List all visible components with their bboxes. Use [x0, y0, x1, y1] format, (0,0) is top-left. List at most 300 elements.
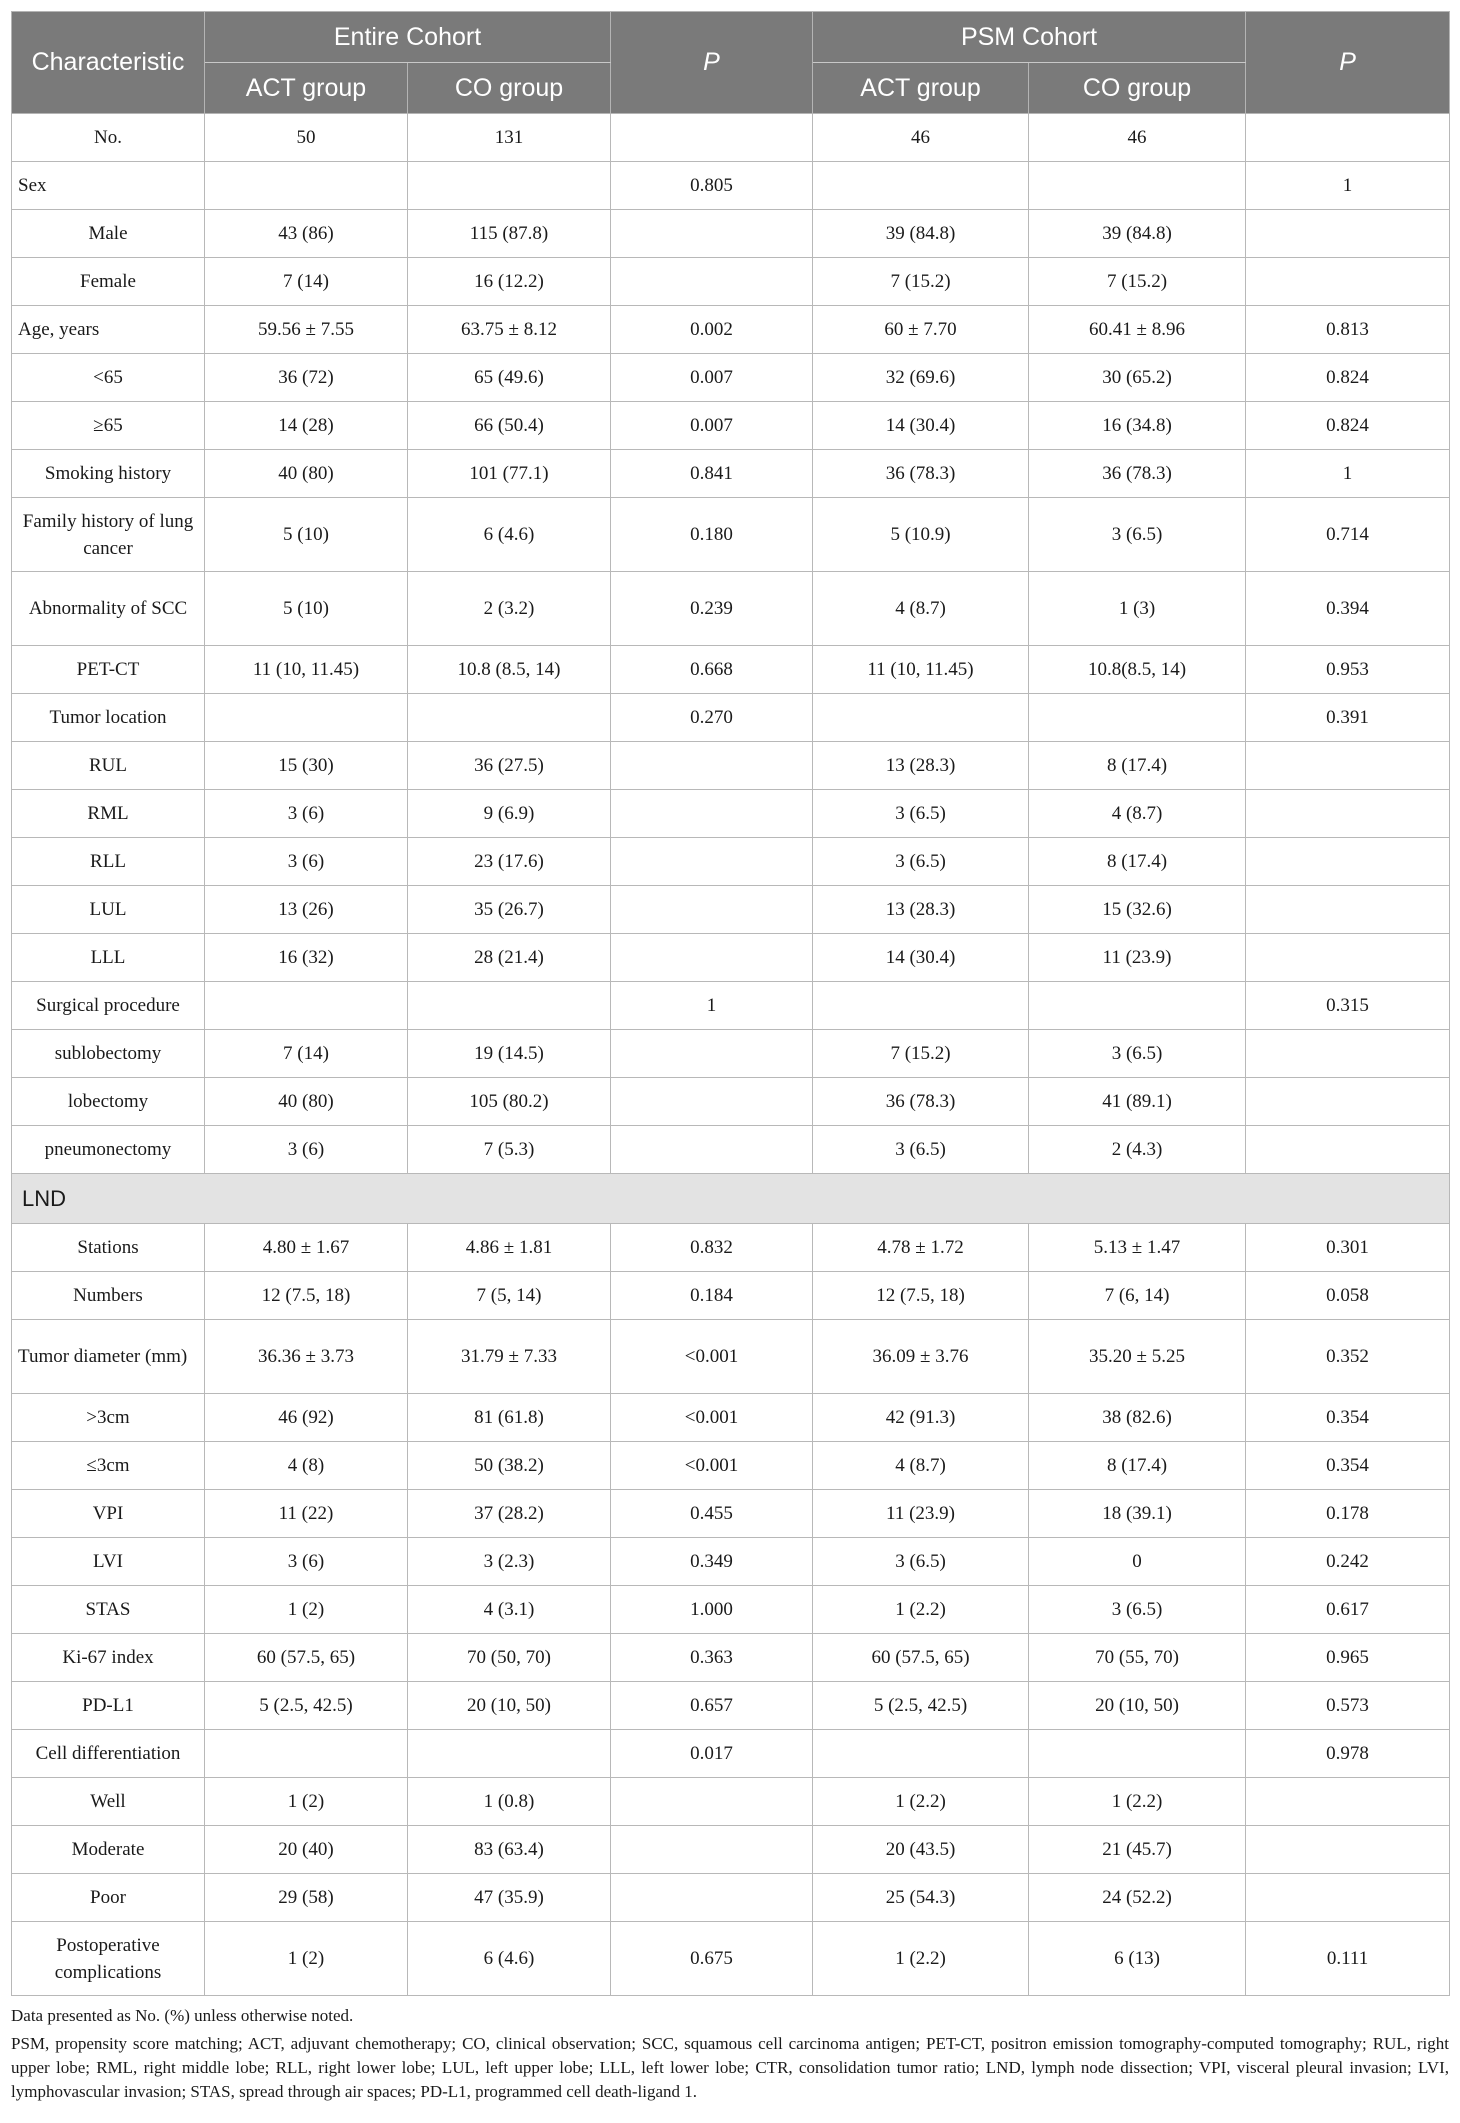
table-cell: 41 (89.1) — [1029, 1078, 1246, 1126]
table-cell: 16 (34.8) — [1029, 402, 1246, 450]
table-cell — [611, 838, 813, 886]
table-cell: 0.714 — [1246, 498, 1450, 572]
row-label: lobectomy — [12, 1078, 205, 1126]
note-abbreviations: PSM, propensity score matching; ACT, adjuvant chemotherapy; CO, clinical observation; SCC, squamous cell carcinoma antigen; PET-CT, positron emission tomography-computed tomography; RUL, right upper lobe; RML, right middle lobe; RLL, right lower lobe; LUL, left upper lobe; LLL, left lower lobe; CTR, consolidation tumor ratio; LND, lymph node dissection; VPI, visceral pleural invasion; LVI, lymphovascular invasion; STAS, spread through air spaces; PD-L1, programmed cell death-ligand 1. — [11, 2034, 1449, 2101]
table-cell: 2 (4.3) — [1029, 1126, 1246, 1174]
header-psm-cohort: PSM Cohort — [813, 12, 1246, 63]
table-cell: 70 (55, 70) — [1029, 1634, 1246, 1682]
table-cell: 50 — [205, 114, 408, 162]
table-cell: 36 (78.3) — [1029, 450, 1246, 498]
table-row — [12, 934, 1450, 982]
table-cell: 39 (84.8) — [813, 210, 1029, 258]
table-row — [12, 498, 1450, 572]
row-label: No. — [12, 114, 205, 162]
table-cell: 36 (72) — [205, 354, 408, 402]
table-cell: 10.8(8.5, 14) — [1029, 646, 1246, 694]
row-label: STAS — [12, 1586, 205, 1634]
table-cell: 7 (6, 14) — [1029, 1272, 1246, 1320]
table-cell — [1246, 838, 1450, 886]
table-cell: 0.007 — [611, 354, 813, 402]
table-cell: 4 (8.7) — [1029, 790, 1246, 838]
table-cell: 29 (58) — [205, 1874, 408, 1922]
table-cell — [205, 162, 408, 210]
table-cell: 1 (2.2) — [813, 1778, 1029, 1826]
table-cell: 0.824 — [1246, 402, 1450, 450]
table-cell: 4 (8) — [205, 1442, 408, 1490]
table-cell: 14 (30.4) — [813, 934, 1029, 982]
table-cell: 4.80 ± 1.67 — [205, 1224, 408, 1272]
table-cell: 60 (57.5, 65) — [813, 1634, 1029, 1682]
table-cell: 12 (7.5, 18) — [813, 1272, 1029, 1320]
table-cell: 7 (14) — [205, 258, 408, 306]
table-cell: 0.184 — [611, 1272, 813, 1320]
table-cell: 35.20 ± 5.25 — [1029, 1320, 1246, 1394]
table-cell: 7 (5, 14) — [408, 1272, 611, 1320]
table-cell: 60 ± 7.70 — [813, 306, 1029, 354]
table-cell: 3 (6) — [205, 1126, 408, 1174]
table-cell: 0.391 — [1246, 694, 1450, 742]
table-cell — [1246, 258, 1450, 306]
table-cell: 5 (10) — [205, 498, 408, 572]
table-row — [12, 1586, 1450, 1634]
table-cell — [813, 694, 1029, 742]
table-row — [12, 982, 1450, 1030]
table-cell: 25 (54.3) — [813, 1874, 1029, 1922]
table-cell: 1 — [611, 982, 813, 1030]
table-cell: 40 (80) — [205, 1078, 408, 1126]
table-cell: 36 (27.5) — [408, 742, 611, 790]
table-cell — [205, 694, 408, 742]
table-cell: 0.270 — [611, 694, 813, 742]
table-row — [12, 1272, 1450, 1320]
table-cell: 7 (15.2) — [1029, 258, 1246, 306]
table-cell: 7 (15.2) — [813, 258, 1029, 306]
header-characteristic: Characteristic — [12, 12, 205, 114]
row-label: Male — [12, 210, 205, 258]
table-cell — [1029, 982, 1246, 1030]
table-cell: 15 (32.6) — [1029, 886, 1246, 934]
table-cell: 0.394 — [1246, 572, 1450, 646]
table-row — [12, 162, 1450, 210]
table-row — [12, 1874, 1450, 1922]
table-cell: 66 (50.4) — [408, 402, 611, 450]
table-cell: 36.09 ± 3.76 — [813, 1320, 1029, 1394]
row-label: RLL — [12, 838, 205, 886]
table-cell: 131 — [408, 114, 611, 162]
table-cell: 81 (61.8) — [408, 1394, 611, 1442]
table-cell: 1 (2) — [205, 1586, 408, 1634]
table-cell — [611, 886, 813, 934]
table-cell: 36 (78.3) — [813, 1078, 1029, 1126]
table-row — [12, 1126, 1450, 1174]
table-cell: 36 (78.3) — [813, 450, 1029, 498]
table-cell: 0.017 — [611, 1730, 813, 1778]
table-cell: 3 (6.5) — [1029, 498, 1246, 572]
table-cell: <0.001 — [611, 1394, 813, 1442]
table-cell: 3 (6) — [205, 790, 408, 838]
row-label: Family history of lung cancer — [12, 498, 205, 572]
table-row — [12, 1826, 1450, 1874]
row-label: LLL — [12, 934, 205, 982]
note-data-presented: Data presented as No. (%) unless otherwise noted. — [11, 2006, 354, 2025]
table-cell: 24 (52.2) — [1029, 1874, 1246, 1922]
table-cell: 83 (63.4) — [408, 1826, 611, 1874]
table-cell — [611, 1874, 813, 1922]
table-cell: 13 (26) — [205, 886, 408, 934]
table-cell: 0.239 — [611, 572, 813, 646]
table-cell: 0.657 — [611, 1682, 813, 1730]
table-cell: 31.79 ± 7.33 — [408, 1320, 611, 1394]
table-cell: 4.78 ± 1.72 — [813, 1224, 1029, 1272]
table-cell — [408, 982, 611, 1030]
row-label: ≥65 — [12, 402, 205, 450]
table-cell: 40 (80) — [205, 450, 408, 498]
table-row — [12, 114, 1450, 162]
table-cell: 0.002 — [611, 306, 813, 354]
table-cell: 0.978 — [1246, 1730, 1450, 1778]
table-row — [12, 694, 1450, 742]
table-cell: 47 (35.9) — [408, 1874, 611, 1922]
row-label: RUL — [12, 742, 205, 790]
characteristics-table — [11, 11, 1450, 1996]
table-cell: 23 (17.6) — [408, 838, 611, 886]
table-cell: 37 (28.2) — [408, 1490, 611, 1538]
table-cell: 5.13 ± 1.47 — [1029, 1224, 1246, 1272]
table-cell: 1 (2) — [205, 1922, 408, 1996]
table-row — [12, 838, 1450, 886]
table-cell: 28 (21.4) — [408, 934, 611, 982]
table-cell: 0.180 — [611, 498, 813, 572]
table-cell — [611, 1826, 813, 1874]
table-cell: 12 (7.5, 18) — [205, 1272, 408, 1320]
table-row — [12, 1490, 1450, 1538]
table-row — [12, 1078, 1450, 1126]
table-row — [12, 258, 1450, 306]
row-label: Smoking history — [12, 450, 205, 498]
table-cell: 16 (12.2) — [408, 258, 611, 306]
table-row — [12, 1538, 1450, 1586]
table-cell — [408, 1730, 611, 1778]
table-cell: 9 (6.9) — [408, 790, 611, 838]
table-cell: 59.56 ± 7.55 — [205, 306, 408, 354]
table-cell: 20 (43.5) — [813, 1826, 1029, 1874]
table-cell: 0.315 — [1246, 982, 1450, 1030]
table-cell: 38 (82.6) — [1029, 1394, 1246, 1442]
row-label: Ki-67 index — [12, 1634, 205, 1682]
table-cell — [1029, 694, 1246, 742]
table-cell: 39 (84.8) — [1029, 210, 1246, 258]
table-cell: 50 (38.2) — [408, 1442, 611, 1490]
table-cell: 6 (13) — [1029, 1922, 1246, 1996]
table-cell: 0.058 — [1246, 1272, 1450, 1320]
row-label: Well — [12, 1778, 205, 1826]
table-cell: <0.001 — [611, 1320, 813, 1394]
row-label: pneumonectomy — [12, 1126, 205, 1174]
table-cell: 0.301 — [1246, 1224, 1450, 1272]
section-label: LND — [12, 1174, 1450, 1224]
table-cell: 0.455 — [611, 1490, 813, 1538]
header-entire-cohort: Entire Cohort — [205, 12, 611, 63]
header-co-group-psm: CO group — [1029, 63, 1246, 114]
table-cell: 0.813 — [1246, 306, 1450, 354]
table-cell: 0.805 — [611, 162, 813, 210]
row-label: Numbers — [12, 1272, 205, 1320]
table-cell: 1 — [1246, 450, 1450, 498]
table-row — [12, 1442, 1450, 1490]
table-cell: 1 (2.2) — [813, 1586, 1029, 1634]
table-row — [12, 306, 1450, 354]
table-cell: 20 (10, 50) — [1029, 1682, 1246, 1730]
table-cell — [1246, 1030, 1450, 1078]
table-cell — [1246, 114, 1450, 162]
table-body — [12, 114, 1450, 1996]
table-row — [12, 1922, 1450, 1996]
table-cell: 13 (28.3) — [813, 886, 1029, 934]
table-cell: 3 (6.5) — [1029, 1586, 1246, 1634]
table-cell: 13 (28.3) — [813, 742, 1029, 790]
table-cell: 0.965 — [1246, 1634, 1450, 1682]
table-cell: 60.41 ± 8.96 — [1029, 306, 1246, 354]
table-cell: 11 (10, 11.45) — [813, 646, 1029, 694]
row-label: sublobectomy — [12, 1030, 205, 1078]
table-cell — [1246, 1778, 1450, 1826]
row-label: Surgical procedure — [12, 982, 205, 1030]
table-cell — [1246, 210, 1450, 258]
table-cell — [813, 162, 1029, 210]
table-cell: 20 (10, 50) — [408, 1682, 611, 1730]
table-cell: 20 (40) — [205, 1826, 408, 1874]
table-cell: 21 (45.7) — [1029, 1826, 1246, 1874]
table-cell — [205, 1730, 408, 1778]
table-header — [12, 12, 1450, 114]
table-cell: 60 (57.5, 65) — [205, 1634, 408, 1682]
table-cell: 0.363 — [611, 1634, 813, 1682]
table-cell: 11 (23.9) — [813, 1490, 1029, 1538]
table-cell — [1246, 886, 1450, 934]
table-row — [12, 572, 1450, 646]
row-label: LVI — [12, 1538, 205, 1586]
table-cell: 0.178 — [1246, 1490, 1450, 1538]
table-cell: 11 (22) — [205, 1490, 408, 1538]
table-cell: 0.832 — [611, 1224, 813, 1272]
table-cell: 3 (6) — [205, 838, 408, 886]
row-label: Tumor diameter (mm) — [12, 1320, 205, 1394]
table-row — [12, 1730, 1450, 1778]
table-container — [11, 11, 1449, 2108]
table-row — [12, 210, 1450, 258]
row-label: LUL — [12, 886, 205, 934]
table-cell: 3 (6.5) — [1029, 1030, 1246, 1078]
table-cell: 5 (2.5, 42.5) — [205, 1682, 408, 1730]
table-cell: 0.242 — [1246, 1538, 1450, 1586]
table-cell: 1 (3) — [1029, 572, 1246, 646]
table-cell: 3 (6.5) — [813, 838, 1029, 886]
row-label: Moderate — [12, 1826, 205, 1874]
table-cell: 3 (2.3) — [408, 1538, 611, 1586]
table-row — [12, 1634, 1450, 1682]
table-cell: 7 (14) — [205, 1030, 408, 1078]
table-cell: 43 (86) — [205, 210, 408, 258]
table-cell: 19 (14.5) — [408, 1030, 611, 1078]
table-cell — [1029, 162, 1246, 210]
table-notes — [11, 2004, 1449, 2104]
table-cell — [1246, 742, 1450, 790]
row-label: <65 — [12, 354, 205, 402]
table-cell: 10.8 (8.5, 14) — [408, 646, 611, 694]
table-cell: 0.668 — [611, 646, 813, 694]
table-cell: 65 (49.6) — [408, 354, 611, 402]
table-cell: 0.841 — [611, 450, 813, 498]
header-co-group-entire: CO group — [408, 63, 611, 114]
row-label: Cell differentiation — [12, 1730, 205, 1778]
table-cell — [813, 1730, 1029, 1778]
row-label: Postoperative complications — [12, 1922, 205, 1996]
row-label: PET-CT — [12, 646, 205, 694]
table-row — [12, 450, 1450, 498]
table-cell: 14 (28) — [205, 402, 408, 450]
table-cell: 16 (32) — [205, 934, 408, 982]
table-cell: 0.007 — [611, 402, 813, 450]
table-row — [12, 742, 1450, 790]
header-act-group-psm: ACT group — [813, 63, 1029, 114]
table-cell: 4 (8.7) — [813, 1442, 1029, 1490]
table-cell — [813, 982, 1029, 1030]
table-cell: 46 — [1029, 114, 1246, 162]
table-cell: 7 (5.3) — [408, 1126, 611, 1174]
row-label: Tumor location — [12, 694, 205, 742]
table-cell — [611, 258, 813, 306]
row-label: RML — [12, 790, 205, 838]
table-cell — [611, 1778, 813, 1826]
table-cell: 0.617 — [1246, 1586, 1450, 1634]
table-cell: 1 (2) — [205, 1778, 408, 1826]
table-cell — [611, 1126, 813, 1174]
table-cell: 0.352 — [1246, 1320, 1450, 1394]
table-cell: 1 (2.2) — [813, 1922, 1029, 1996]
table-cell: 1 (2.2) — [1029, 1778, 1246, 1826]
table-cell — [408, 694, 611, 742]
table-cell — [1246, 1874, 1450, 1922]
table-row — [12, 1778, 1450, 1826]
table-row — [12, 354, 1450, 402]
table-cell: 1 (0.8) — [408, 1778, 611, 1826]
table-cell — [1246, 790, 1450, 838]
table-cell — [205, 982, 408, 1030]
table-cell — [611, 934, 813, 982]
table-cell: 115 (87.8) — [408, 210, 611, 258]
table-cell: 7 (15.2) — [813, 1030, 1029, 1078]
table-cell: 105 (80.2) — [408, 1078, 611, 1126]
table-cell: 63.75 ± 8.12 — [408, 306, 611, 354]
table-row — [12, 402, 1450, 450]
table-row — [12, 886, 1450, 934]
table-cell: 8 (17.4) — [1029, 1442, 1246, 1490]
table-cell: 0.675 — [611, 1922, 813, 1996]
row-label: Age, years — [12, 306, 205, 354]
table-cell: 14 (30.4) — [813, 402, 1029, 450]
table-cell — [1246, 1078, 1450, 1126]
table-cell: 46 (92) — [205, 1394, 408, 1442]
table-cell: 8 (17.4) — [1029, 838, 1246, 886]
row-label: PD-L1 — [12, 1682, 205, 1730]
table-cell: 36.36 ± 3.73 — [205, 1320, 408, 1394]
header-act-group-entire: ACT group — [205, 63, 408, 114]
table-cell: 0.953 — [1246, 646, 1450, 694]
row-label: Poor — [12, 1874, 205, 1922]
table-cell — [611, 790, 813, 838]
table-cell: 32 (69.6) — [813, 354, 1029, 402]
table-cell — [611, 1078, 813, 1126]
table-cell: <0.001 — [611, 1442, 813, 1490]
row-label: Abnormality of SCC — [12, 572, 205, 646]
table-cell: 101 (77.1) — [408, 450, 611, 498]
table-cell — [611, 210, 813, 258]
table-cell — [1246, 1826, 1450, 1874]
table-cell — [1246, 934, 1450, 982]
table-cell: 0.354 — [1246, 1442, 1450, 1490]
table-cell — [408, 162, 611, 210]
table-row — [12, 1394, 1450, 1442]
table-cell: 6 (4.6) — [408, 498, 611, 572]
table-cell: 11 (10, 11.45) — [205, 646, 408, 694]
table-cell: 46 — [813, 114, 1029, 162]
table-row — [12, 646, 1450, 694]
table-row — [12, 1320, 1450, 1394]
table-cell: 5 (10.9) — [813, 498, 1029, 572]
table-cell: 5 (10) — [205, 572, 408, 646]
table-cell: 35 (26.7) — [408, 886, 611, 934]
table-cell: 4.86 ± 1.81 — [408, 1224, 611, 1272]
table-cell: 0.824 — [1246, 354, 1450, 402]
table-cell: 70 (50, 70) — [408, 1634, 611, 1682]
table-row — [12, 1030, 1450, 1078]
table-cell — [611, 1030, 813, 1078]
row-label: >3cm — [12, 1394, 205, 1442]
table-cell: 0.349 — [611, 1538, 813, 1586]
table-cell — [1246, 1126, 1450, 1174]
row-label: Sex — [12, 162, 205, 210]
row-label: VPI — [12, 1490, 205, 1538]
table-cell: 3 (6.5) — [813, 1126, 1029, 1174]
table-cell: 0.354 — [1246, 1394, 1450, 1442]
table-cell: 42 (91.3) — [813, 1394, 1029, 1442]
table-cell: 3 (6.5) — [813, 790, 1029, 838]
table-row — [12, 790, 1450, 838]
table-cell: 0 — [1029, 1538, 1246, 1586]
table-cell: 15 (30) — [205, 742, 408, 790]
table-cell: 4 (8.7) — [813, 572, 1029, 646]
table-cell: 6 (4.6) — [408, 1922, 611, 1996]
table-cell — [611, 742, 813, 790]
table-cell: 4 (3.1) — [408, 1586, 611, 1634]
table-cell: 0.573 — [1246, 1682, 1450, 1730]
row-label: ≤3cm — [12, 1442, 205, 1490]
section-row — [12, 1174, 1450, 1224]
header-p-psm: P — [1246, 12, 1450, 114]
table-cell: 0.111 — [1246, 1922, 1450, 1996]
table-cell — [611, 114, 813, 162]
table-cell — [1029, 1730, 1246, 1778]
table-cell: 11 (23.9) — [1029, 934, 1246, 982]
row-label: Stations — [12, 1224, 205, 1272]
table-cell: 1.000 — [611, 1586, 813, 1634]
table-cell: 8 (17.4) — [1029, 742, 1246, 790]
table-cell: 5 (2.5, 42.5) — [813, 1682, 1029, 1730]
table-row — [12, 1224, 1450, 1272]
table-cell: 18 (39.1) — [1029, 1490, 1246, 1538]
table-cell: 1 — [1246, 162, 1450, 210]
table-row — [12, 1682, 1450, 1730]
